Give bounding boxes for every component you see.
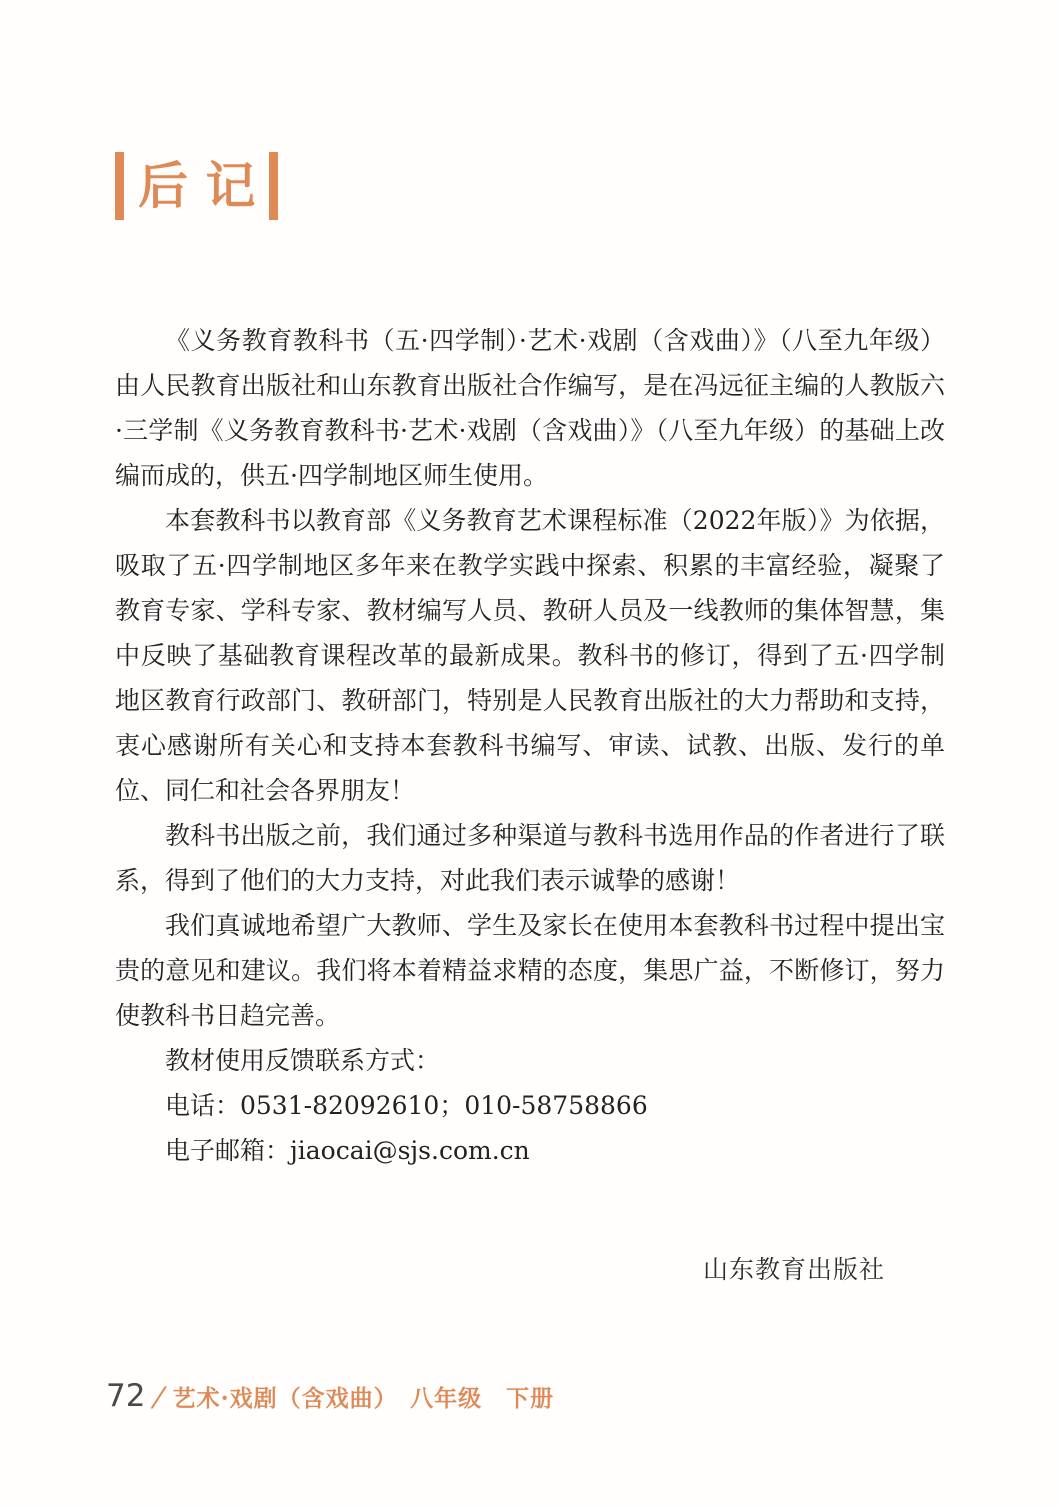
contact-heading: 教材使用反馈联系方式：	[165, 1046, 441, 1075]
footer-book-title: 艺术·戏剧（含戏曲） 八年级 下册	[172, 1385, 555, 1412]
paragraph-thanks-authors: 教科书出版之前，我们通过多种渠道与教科书选用作品的作者进行了联系，得到了他们的大力支持，对此我们表示诚挚的感谢！	[115, 821, 945, 895]
page-number: 72	[106, 1378, 146, 1414]
paragraph-feedback-hope: 我们真诚地希望广大教师、学生及家长在使用本套教科书过程中提出宝贵的意见和建议。我们将本着精益求精的态度，集思广益，不断修订，努力使教科书日趋完善。	[115, 911, 945, 1030]
title-left-bar	[115, 152, 124, 220]
page-title	[115, 152, 278, 220]
afterword-body	[115, 318, 945, 1173]
contact-email: 电子邮箱：jiaocai@sjs.com.cn	[165, 1136, 530, 1165]
footer-slash-divider: /	[152, 1382, 166, 1413]
page-title-text: 后 记	[138, 156, 256, 215]
contact-phone: 电话：0531-82092610；010-58758866	[165, 1091, 648, 1120]
title-right-bar	[269, 152, 278, 220]
page-footer	[106, 1378, 554, 1414]
paragraph-basis: 本套教科书以教育部《义务教育艺术课程标准（2022年版）》为依据，吸取了五·四学制地区多年来在教学实践中探索、积累的丰富经验，凝聚了教育专家、学科专家、教材编写人员、教研人员及一线教师的集体智慧，集中反映了基础教育课程改革的最新成果。教科书的修订，得到了五·四学制地区教育行政部门、教研部门，特别是人民教育出版社的大力帮助和支持，衷心感谢所有关心和支持本套教科书编写、审读、试教、出版、发行的单位、同仁和社会各界朋友！	[115, 506, 945, 805]
publisher-signature: 山东教育出版社	[703, 1255, 886, 1284]
paragraph-origin: 《义务教育教科书（五·四学制）·艺术·戏剧（含戏曲）》（八至九年级）由人民教育出版社和山东教育出版社合作编写，是在冯远征主编的人教版六·三学制《义务教育教科书·艺术·戏剧（含戏曲）》（八至九年级）的基础上改编而成的，供五·四学制地区师生使用。	[115, 326, 945, 490]
